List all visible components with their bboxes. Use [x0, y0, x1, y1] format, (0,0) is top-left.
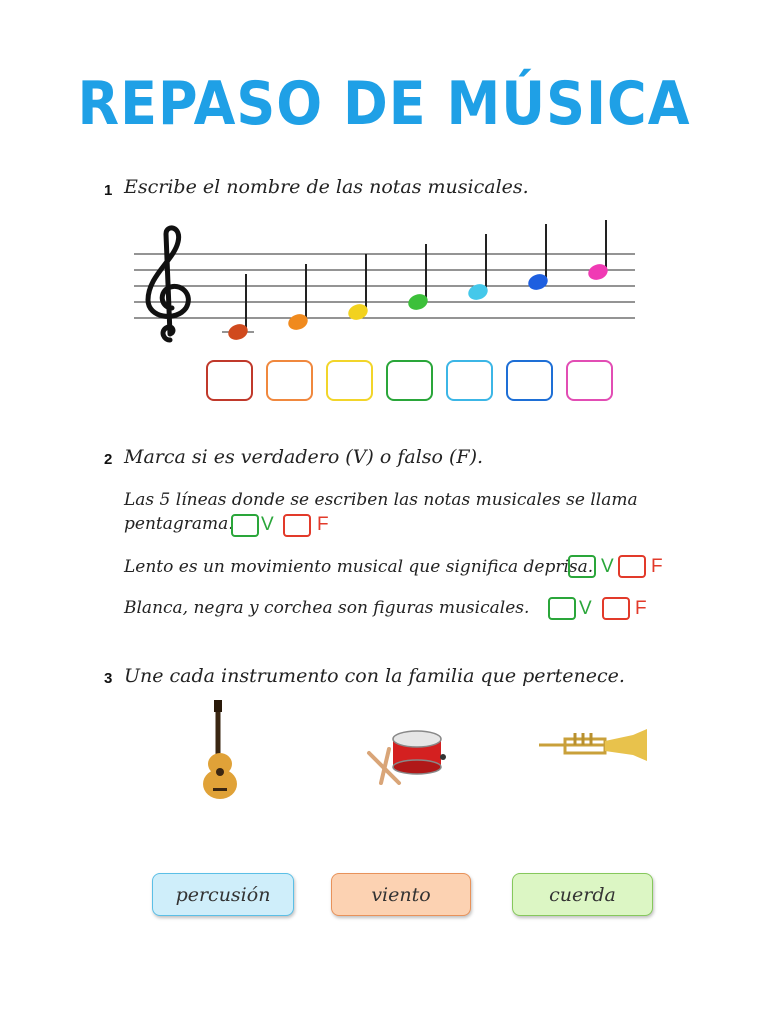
- music-note-2: [286, 264, 310, 332]
- statement-1-true-checkbox[interactable]: [231, 514, 259, 537]
- note-answer-box-4[interactable]: [386, 360, 433, 401]
- note-answer-box-2[interactable]: [266, 360, 313, 401]
- family-button-viento[interactable]: viento: [331, 873, 471, 916]
- note-answer-box-1[interactable]: [206, 360, 253, 401]
- statement-2-text: Lento es un movimiento musical que significa deprisa.: [124, 557, 594, 577]
- treble-clef-icon: [148, 228, 188, 340]
- statement-3-false-checkbox[interactable]: [602, 597, 630, 620]
- statement-3-false-label: F: [635, 598, 647, 619]
- statement-3-text: Blanca, negra y corchea son figuras musicales.: [124, 598, 530, 618]
- statement-1-true-label: V: [261, 514, 274, 535]
- page-title: REPASO DE MÚSICA: [77, 68, 691, 139]
- trumpet-icon[interactable]: [535, 725, 655, 770]
- music-note-7: [586, 220, 610, 282]
- note-answer-box-3[interactable]: [326, 360, 373, 401]
- music-staff: [130, 220, 640, 345]
- statement-1-false-label: F: [317, 514, 329, 535]
- statement-1-line-1: Las 5 líneas donde se escriben las notas musicales se llama: [124, 490, 638, 510]
- drum-icon[interactable]: [365, 725, 465, 785]
- question-2-number: 2: [104, 451, 113, 468]
- question-3-number: 3: [104, 670, 113, 687]
- statement-3-true-label: V: [579, 598, 592, 619]
- statement-2-true-checkbox[interactable]: [568, 555, 596, 578]
- question-3-text: Une cada instrumento con la familia que pertenece.: [124, 665, 625, 687]
- question-1-number: 1: [104, 182, 113, 199]
- statement-2-false-label: F: [651, 556, 663, 577]
- musical-notes: [222, 220, 610, 342]
- music-note-5: [466, 234, 490, 302]
- question-2-text: Marca si es verdadero (V) o falso (F).: [124, 446, 484, 468]
- family-button-cuerda[interactable]: cuerda: [512, 873, 653, 916]
- statement-2-true-label: V: [601, 556, 614, 577]
- staff-lines: [134, 254, 635, 318]
- family-button-percusion[interactable]: percusión: [152, 873, 294, 916]
- music-note-1: [222, 274, 254, 342]
- guitar-icon[interactable]: [185, 698, 255, 803]
- music-note-6: [526, 224, 550, 292]
- statement-1-false-checkbox[interactable]: [283, 514, 311, 537]
- statement-2-false-checkbox[interactable]: [618, 555, 646, 578]
- note-answer-box-7[interactable]: [566, 360, 613, 401]
- statement-3-true-checkbox[interactable]: [548, 597, 576, 620]
- note-answer-box-6[interactable]: [506, 360, 553, 401]
- music-note-3: [346, 254, 370, 322]
- note-answer-box-5[interactable]: [446, 360, 493, 401]
- statement-1-line-2: pentagrama.: [124, 514, 234, 534]
- question-1-text: Escribe el nombre de las notas musicales.: [124, 176, 529, 198]
